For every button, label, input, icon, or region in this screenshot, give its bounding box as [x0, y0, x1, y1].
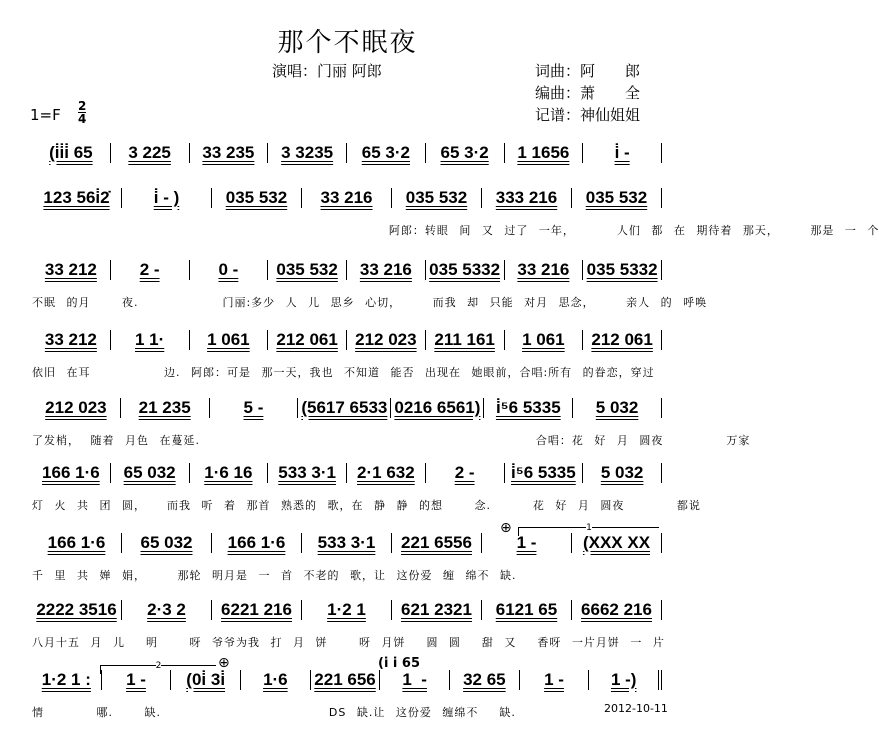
measure-notes: 33 216	[359, 260, 412, 279]
measure-notes: 533 3·1	[278, 463, 336, 482]
measure-notes: 035 532	[276, 260, 338, 279]
lyrics-line: 八月十五 月 儿 明 呀 爷爷为我 打 月 饼 呀 月饼 圆 圆 甜 又 香呀 一片月饼 一 片	[32, 636, 665, 649]
measure	[302, 533, 392, 553]
measure	[241, 670, 311, 690]
measure	[505, 330, 584, 350]
measure	[32, 670, 102, 690]
measure	[212, 533, 302, 553]
measure	[111, 330, 190, 350]
measure-notes: i̇⁵6 5335	[511, 463, 576, 482]
song-title: 那个不眠夜	[277, 28, 418, 58]
measure-notes: 533 3·1	[317, 533, 376, 552]
measure	[32, 143, 111, 163]
measure-notes: 035 5332	[429, 260, 501, 279]
measure-notes: 1·6 16	[204, 463, 253, 482]
measure-notes: (5617 6533	[301, 398, 388, 417]
measure	[111, 260, 190, 280]
measure	[190, 260, 269, 280]
measure	[392, 600, 482, 620]
lyrics-line: 依旧 在耳 边. 阿郎：可是 那一天，我也 不知道 能否 出现在 她眼前，合唱:所有 的眷恋，穿过	[32, 366, 655, 379]
measure	[572, 600, 662, 620]
measure-notes: 33 235	[202, 143, 255, 162]
measure-notes: (XXX XX	[582, 533, 651, 552]
measure	[268, 143, 347, 163]
time-top: 2	[78, 99, 87, 113]
measure	[347, 260, 426, 280]
lyrics-line: 不眠 的月 夜. 门丽:多少 人 儿 思乡 心切， 而我 却 只能 对月 思念， 亲人 的 呼唤	[32, 296, 708, 309]
volta-1-label: 1	[586, 523, 592, 533]
measure-notes: 212 023	[45, 398, 107, 417]
measure-notes: 3 225	[128, 143, 171, 162]
measure	[392, 188, 482, 208]
measure	[121, 398, 210, 418]
staff-line	[32, 463, 662, 483]
measure-notes: 1·2 1 :	[41, 670, 91, 689]
measure	[572, 188, 662, 208]
measure	[391, 398, 484, 418]
measure	[573, 398, 662, 418]
measure-notes: 035 532	[585, 188, 648, 207]
measure-notes: 1 -	[402, 670, 427, 689]
time-signature	[78, 100, 86, 125]
measure	[572, 533, 662, 553]
measure	[32, 398, 121, 418]
staff-line	[32, 188, 662, 208]
measure-notes: 1 061	[522, 330, 565, 349]
measure	[392, 533, 482, 553]
measure	[122, 533, 212, 553]
measure	[122, 600, 212, 620]
measure	[520, 670, 590, 690]
transcriber: 记谱：神仙姐姐	[535, 106, 641, 124]
measure-notes: 035 5332	[586, 260, 658, 279]
measure-notes: 5 -	[243, 398, 264, 417]
measure-notes: 1 -	[544, 670, 564, 689]
measure-notes: i̇⁵6 5335	[495, 398, 561, 417]
measure-notes: 2 -	[454, 463, 475, 482]
measure	[298, 398, 391, 418]
measure	[268, 260, 347, 280]
measure	[583, 143, 662, 163]
measure-notes: 6662 216	[581, 600, 652, 619]
measure	[426, 260, 505, 280]
volta-1	[518, 523, 659, 536]
lyrics-line: 情 哪. 缺. DS 缺.让 这份爱 缠绵不 缺.	[32, 706, 516, 719]
measure	[32, 188, 122, 208]
coda-icon: ⊕	[500, 520, 512, 536]
measure-notes: 166 1·6	[42, 463, 100, 482]
measure-notes: 0216 6561)	[394, 398, 481, 417]
measure-notes: 212 023	[355, 330, 417, 349]
measure-notes: 33 216	[320, 188, 373, 207]
measure	[482, 188, 572, 208]
measure-notes: i̇ -	[614, 143, 630, 162]
measure-notes: 166 1·6	[227, 533, 286, 552]
measure-notes: 2·3 2	[147, 600, 186, 619]
measure-notes: (0i̇ 3i̇	[186, 670, 226, 689]
measure	[302, 188, 392, 208]
measure	[268, 463, 347, 483]
measure-notes: 1 -)	[610, 670, 637, 689]
measure-notes: 212 061	[591, 330, 653, 349]
measure	[210, 398, 299, 418]
measure	[32, 330, 111, 350]
measure-notes: 221 6556	[401, 533, 472, 552]
measure-notes: 1 061	[207, 330, 250, 349]
measure	[32, 533, 122, 553]
key-signature: 1=F	[30, 106, 61, 124]
measure-notes: 1 -	[126, 670, 146, 689]
measure	[347, 143, 426, 163]
measure	[589, 670, 662, 690]
coda-icon-2: ⊕	[218, 655, 230, 671]
measure-notes: 035 532	[225, 188, 288, 207]
lyrics-line: 阿郎：转眼 间 又 过了 一年， 人们 都 在 期待着 那天， 那是 一 个	[32, 224, 879, 237]
measure-notes: 333 216	[495, 188, 558, 207]
measure	[212, 600, 302, 620]
measure-notes: 1 1656	[517, 143, 570, 162]
measure	[484, 398, 573, 418]
measure-notes: 65 3·2	[361, 143, 410, 162]
measure	[111, 143, 190, 163]
measure	[268, 330, 347, 350]
measure-notes: 1 -	[516, 533, 537, 552]
arranger: 编曲：萧 全	[535, 84, 641, 102]
measure	[505, 260, 584, 280]
measure	[380, 670, 450, 690]
staff-line	[32, 143, 662, 163]
measure-notes: 65 032	[123, 463, 176, 482]
measure-notes: 33 212	[44, 260, 97, 279]
measure-notes: 65 032	[140, 533, 193, 552]
measure	[311, 670, 381, 690]
measure	[347, 463, 426, 483]
measure	[32, 600, 122, 620]
measure	[347, 330, 426, 350]
measure-notes: i̇ - )	[153, 188, 180, 207]
measure-notes: 1 1·	[134, 330, 165, 349]
measure-notes: 2·1 632	[357, 463, 415, 482]
measure	[426, 330, 505, 350]
volta-2	[100, 661, 216, 674]
measure	[32, 260, 111, 280]
measure-notes: 621 2321	[401, 600, 472, 619]
volta-2-label: 2	[155, 661, 162, 671]
measure-notes: 5 032	[600, 463, 644, 482]
measure	[583, 260, 662, 280]
measure-notes: 221 656	[314, 670, 376, 689]
measure-notes: 035 532	[405, 188, 468, 207]
measure	[190, 143, 269, 163]
staff-line	[32, 260, 662, 280]
measure	[505, 143, 584, 163]
measure-notes: 0 -	[218, 260, 239, 279]
measure-notes: 212 061	[276, 330, 338, 349]
measure	[190, 463, 269, 483]
measure-notes: 6221 216	[221, 600, 292, 619]
lyrics-line: 千 里 共 婵 娟， 那轮 明月是 一 首 不老的 歌，让 这份爱 缠 绵不 缺.	[32, 569, 517, 582]
measure-notes: 166 1·6	[47, 533, 106, 552]
staff-line	[32, 398, 662, 418]
measure-notes: 123 56i̇2̇	[43, 188, 110, 207]
measure-notes: 65 3·2	[440, 143, 489, 162]
measure-notes: 211 161	[434, 330, 495, 349]
measure	[302, 600, 392, 620]
measure-notes: 2222 3516	[36, 600, 117, 619]
measure	[426, 143, 505, 163]
measure	[122, 188, 212, 208]
measure	[482, 533, 572, 553]
measure-notes: 5 032	[595, 398, 639, 417]
measure	[505, 463, 584, 483]
measure-notes: 6121 65	[495, 600, 558, 619]
measure-notes: 21 235	[138, 398, 191, 417]
measure-notes: (i̇i̇i̇ 65	[49, 143, 93, 162]
lyricist: 词曲：阿 郎	[535, 62, 641, 80]
measure	[482, 600, 572, 620]
staff-line	[32, 533, 662, 553]
grace-notes: (i̇ i̇ 65	[378, 656, 420, 671]
lyrics-line: 灯 火 共 团 圆， 而我 听 着 那首 熟悉的 歌，在 静 静 的想 念. 花 好 月 圆夜 都说	[32, 499, 701, 512]
singers: 演唱：门丽 阿郎	[272, 62, 382, 80]
measure-notes: 33 212	[44, 330, 97, 349]
measure	[212, 188, 302, 208]
time-bottom: 4	[78, 112, 87, 126]
measure-notes: 3 3235	[281, 143, 334, 162]
lyrics-line: 了发梢， 随着 月色 在蔓延. 合唱：花 好 月 圆夜 万家	[32, 434, 751, 447]
measure	[111, 463, 190, 483]
measure-notes: 32 65	[463, 670, 506, 689]
measure	[583, 330, 662, 350]
measure	[32, 463, 111, 483]
date: 2012-10-11	[604, 702, 668, 715]
measure-notes: 33 216	[517, 260, 570, 279]
staff-line	[32, 600, 662, 620]
measure-notes: 1·6	[263, 670, 288, 689]
measure-notes: 1·2 1	[327, 600, 366, 619]
staff-line	[32, 330, 662, 350]
measure	[450, 670, 520, 690]
measure	[426, 463, 505, 483]
measure	[190, 330, 269, 350]
measure-notes: 2 -	[139, 260, 160, 279]
measure	[583, 463, 662, 483]
